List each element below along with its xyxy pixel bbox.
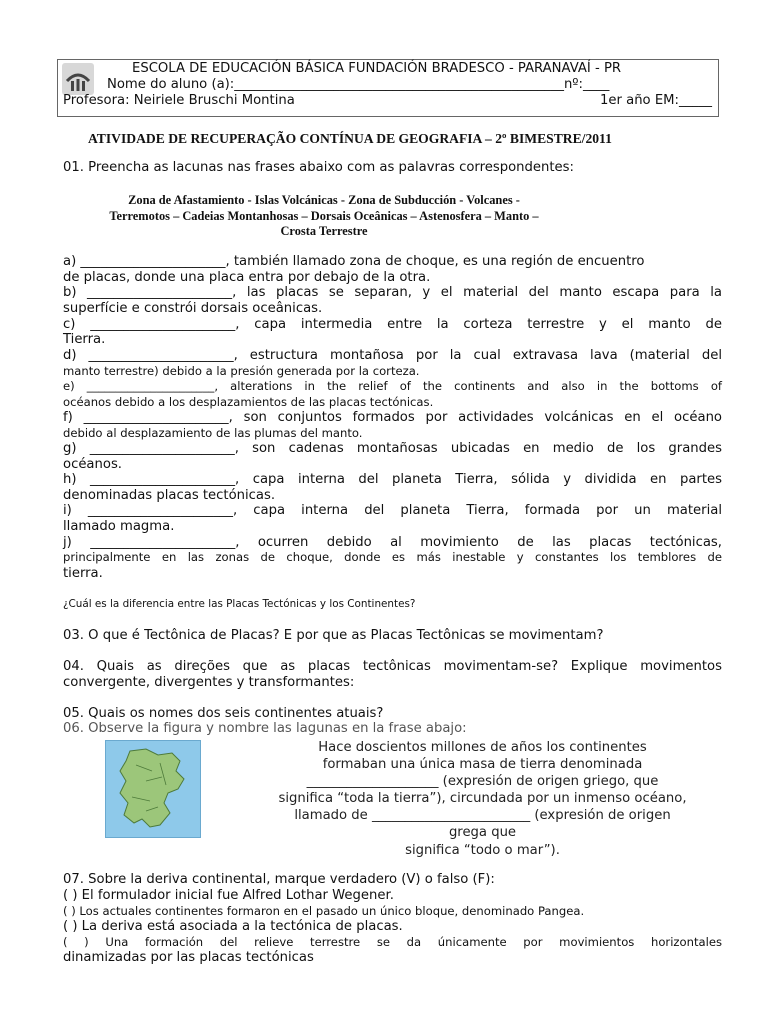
q06-text-line-7: significa “todo o mar”). [405,843,560,858]
q02-question: ¿Cuál es la diferencia entre las Placas Tectónicas y los Continentes? [63,598,416,610]
item-e-line-1: e) ______________________, alterations in the relief of the continents and also in the bottoms of [63,379,722,393]
school-logo-icon [62,63,94,95]
school-name: ESCOLA DE EDUCACIÓN BÁSICA FUNDACIÓN BRADESCO - PARANAVAÍ - PR [132,61,622,76]
item-c-line-1: c) ______________________, capa intermedia entre la corteza terrestre y el manto de [63,317,722,332]
item-h-line-1: h) ______________________, capa interna del planeta Tierra, sólida y dividida en partes [63,472,722,487]
item-j-line-2: principalmente en las zonas de choque, donde es más inestable y constantes los temblores de [63,550,722,564]
item-g-line-2: océanos. [63,457,123,472]
word-bank-line-2: Terremotos – Cadeias Montanhosas – Dorsais Oceânicas – Astenosfera – Manto – [109,209,539,223]
item-f-line-2: debido al desplazamiento de las plumas del manto. [63,426,363,440]
grade-line: 1er año EM:_____ [600,93,712,108]
word-bank-line-3: Crosta Terrestre [280,224,368,238]
item-h-line-2: denominadas placas tectónicas. [63,488,276,503]
teacher-name: Profesora: Neiriele Bruschi Montina [63,93,295,108]
pangea-map-icon [105,740,201,838]
item-c-line-2: Tierra. [63,332,106,347]
q04-line-1: 04. Quais as direções que as placas tectônicas movimentam-se? Explique movimentos [63,659,722,674]
q07-item-3: ( ) La deriva está asociada a la tectónica de placas. [63,919,403,934]
q06-text-line-5: llamado de ________________________ (expresión de origen [294,808,671,823]
item-d-line-1: d) ______________________, estructura montañosa por la cual extravasa lava (material del [63,348,722,363]
item-i-line-1: i) ______________________, capa interna del planeta Tierra, formada por un material [63,503,722,518]
q07-item-4-line-2: dinamizadas por las placas tectónicas [63,950,314,965]
item-j-line-1: j) ______________________, ocurren debido al movimiento de las placas tectónicas, [63,535,722,550]
item-d-line-2: manto terrestre) debido a la presión generada por la corteza. [63,364,420,378]
q04-line-2: convergente, divergentes y transformantes: [63,675,355,690]
item-i-line-2: llamado magma. [63,519,175,534]
q03-question: 03. O que é Tectônica de Placas? E por que as Placas Tectônicas se movimentam? [63,628,604,643]
q07-item-1: ( ) El formulador inicial fue Alfred Lothar Wegener. [63,888,394,903]
item-e-line-2: océanos debido a los desplazamientos de las placas tectónicas. [63,395,434,409]
item-f-line-1: f) ______________________, son conjuntos formados por actividades volcánicas en el océano [63,410,722,425]
q06-text-line-2: formaban una única masa de tierra denominada [322,757,643,772]
q07-item-2: ( ) Los actuales continentes formaron en el pasado un único bloque, denominado Pangea. [63,904,585,918]
q06-text-line-6: grega que [448,825,517,840]
q06-text-line-1: Hace doscientos millones de años los continentes [318,740,647,755]
item-b-line-1: b) ______________________, las placas se separan, y el material del manto escapa para la [63,285,722,300]
item-a-line-1: a) ______________________, también llamado zona de choque, es una región de encuentro [63,254,645,269]
q06-text-line-3: ____________________ (expresión de origen griego, que [306,774,659,789]
q01-prompt: 01. Preencha as lacunas nas frases abaixo com as palavras correspondentes: [63,160,574,175]
q07-prompt: 07. Sobre la deriva continental, marque verdadero (V) o falso (F): [63,872,495,887]
item-g-line-1: g) ______________________, son cadenas montañosas ubicadas en medio de los grandes [63,441,722,456]
item-b-line-2: superfície e constrói dorsais oceânicas. [63,301,323,316]
q06-prompt: 06. Observe la figura y nombre las lagunas en la frase abajo: [63,721,467,736]
q07-item-4-line-1: ( ) Una formación del relieve terrestre se da únicamente por movimientos horizontales [63,935,722,949]
student-name-line: Nome do aluno (a):__________________________________________________nº:____ [107,77,610,92]
q06-text-line-4: significa “toda la tierra”), circundada por un inmenso océano, [278,791,687,806]
item-j-line-3: tierra. [63,566,103,581]
q05-question: 05. Quais os nomes dos seis continentes atuais? [63,706,384,721]
word-bank-line-1: Zona de Afastamiento - Islas Volcánicas - Zona de Subducción - Volcanes - [128,193,520,207]
item-a-line-2: de placas, donde una placa entra por debajo de la otra. [63,270,431,285]
page-title: ATIVIDADE DE RECUPERAÇÃO CONTÍNUA DE GEOGRAFIA – 2º BIMESTRE/2011 [88,131,612,146]
